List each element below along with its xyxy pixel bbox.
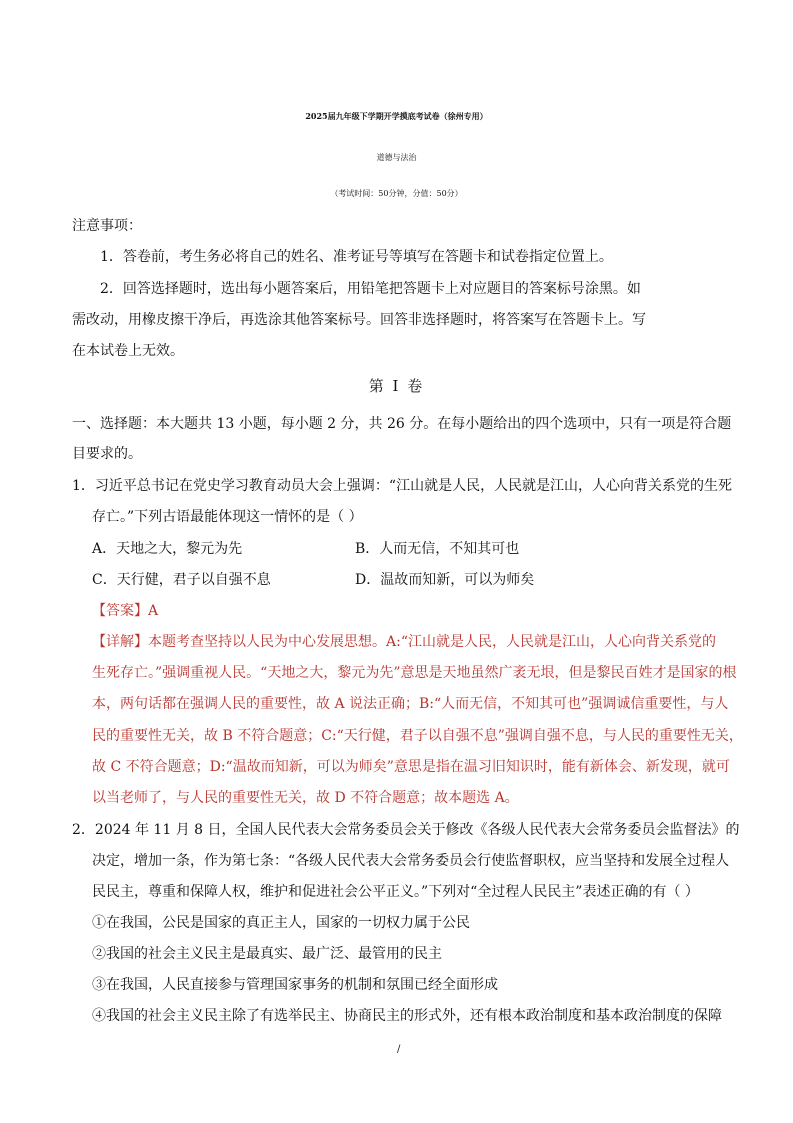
exam-info: （考试时间：50分钟，分值：50分）	[330, 189, 463, 198]
exam-title: 2025届九年级下学期开学摸底考试卷（徐州专用）	[305, 111, 488, 121]
volume-heading: 第 I 卷	[368, 377, 425, 395]
q2-stem-line-1: 2．2024 年 11 月 8 日，全国人民代表大会常务委员会关于修改《各级人民代表大会常务委员会监督法》的	[72, 822, 740, 838]
q2-stem-line-3: 民民主，尊重和保障人权，维护和促进社会公平正义。”下列对“全过程人民民主”表述正确的有（ ）	[92, 884, 699, 900]
q1-option-c: C．天行健，君子以自强不息	[92, 572, 271, 588]
q1-option-b: B．人而无信，不知其可也	[355, 541, 520, 557]
q1-stem-line-1: 1．习近平总书记在党史学习教育动员大会上强调：“江山就是人民，人民就是江山，人心向背关系党的生死	[72, 478, 733, 494]
q2-statement-3: ③在我国，人民直接参与管理国家事务的机制和氛围已经全面形成	[92, 977, 498, 993]
q2-statement-2: ②我国的社会主义民主是最真实、最广泛、最管用的民主	[92, 946, 442, 962]
section-instruction-line-1: 一、选择题：本大题共 13 小题，每小题 2 分，共 26 分。在每小题给出的四个选项中，只有一项是符合题	[72, 416, 732, 432]
notice-item-1: 1．答卷前，考生务必将自己的姓名、准考证号等填写在答题卡和试卷指定位置上。	[100, 249, 613, 265]
q1-option-a: A．天地之大，黎元为先	[92, 541, 243, 557]
subject-title: 道德与法治	[376, 153, 417, 162]
q1-explanation-line-1: 【详解】本题考查坚持以人民为中心发展思想。A:“江山就是人民，人民就是江山，人心向背关系党的	[92, 634, 716, 650]
notice-item-2-line-3: 在本试卷上无效。	[72, 343, 184, 359]
q1-stem-line-2: 存亡。”下列古语最能体现这一情怀的是（ ）	[92, 509, 363, 525]
q1-explanation-line-5: 故 C 不符合题意；D:“温故而知新，可以为师矣”意思是指在温习旧知识时，能有新体会、新发现，就可	[92, 759, 730, 775]
section-instruction-line-2: 目要求的。	[72, 446, 142, 462]
notice-heading: 注意事项：	[72, 218, 142, 234]
q2-stem-line-2: 决定，增加一条，作为第七条：“各级人民代表大会常务委员会行使监督职权，应当坚持和发展全过程人	[92, 853, 730, 869]
page-number-mark: /	[397, 1044, 401, 1055]
q1-explanation-line-2: 生死存亡。”强调重视人民。“天地之大，黎元为先”意思是天地虽然广袤无垠，但是黎民百姓才是国家的根	[92, 665, 737, 681]
q2-statement-1: ①在我国，公民是国家的真正主人，国家的一切权力属于公民	[92, 915, 470, 931]
q1-explanation-line-6: 以当老师了，与人民的重要性无关，故 D 不符合题意；故本题选 A。	[92, 790, 519, 806]
q1-option-d: D．温故而知新，可以为师矣	[355, 572, 535, 588]
q2-statement-4: ④我国的社会主义民主除了有选举民主、协商民主的形式外，还有根本政治制度和基本政治制度的保障	[92, 1008, 722, 1024]
q1-explanation-line-3: 本，两句话都在强调人民的重要性，故 A 说法正确；B:“人而无信，不知其可也”强调诚信重要性，与人	[92, 696, 729, 712]
notice-item-2-line-1: 2．回答选择题时，选出每小题答案后，用铅笔把答题卡上对应题目的答案标号涂黑。如	[100, 281, 641, 297]
notice-item-2-line-2: 需改动，用橡皮擦干净后，再选涂其他答案标号。回答非选择题时，将答案写在答题卡上。写	[72, 312, 646, 328]
q1-answer: 【答案】A	[92, 603, 159, 619]
q1-explanation-line-4: 民的重要性无关，故 B 不符合题意；C:“天行健，君子以自强不息”强调自强不息，与人民的重要性无关，	[92, 728, 743, 744]
